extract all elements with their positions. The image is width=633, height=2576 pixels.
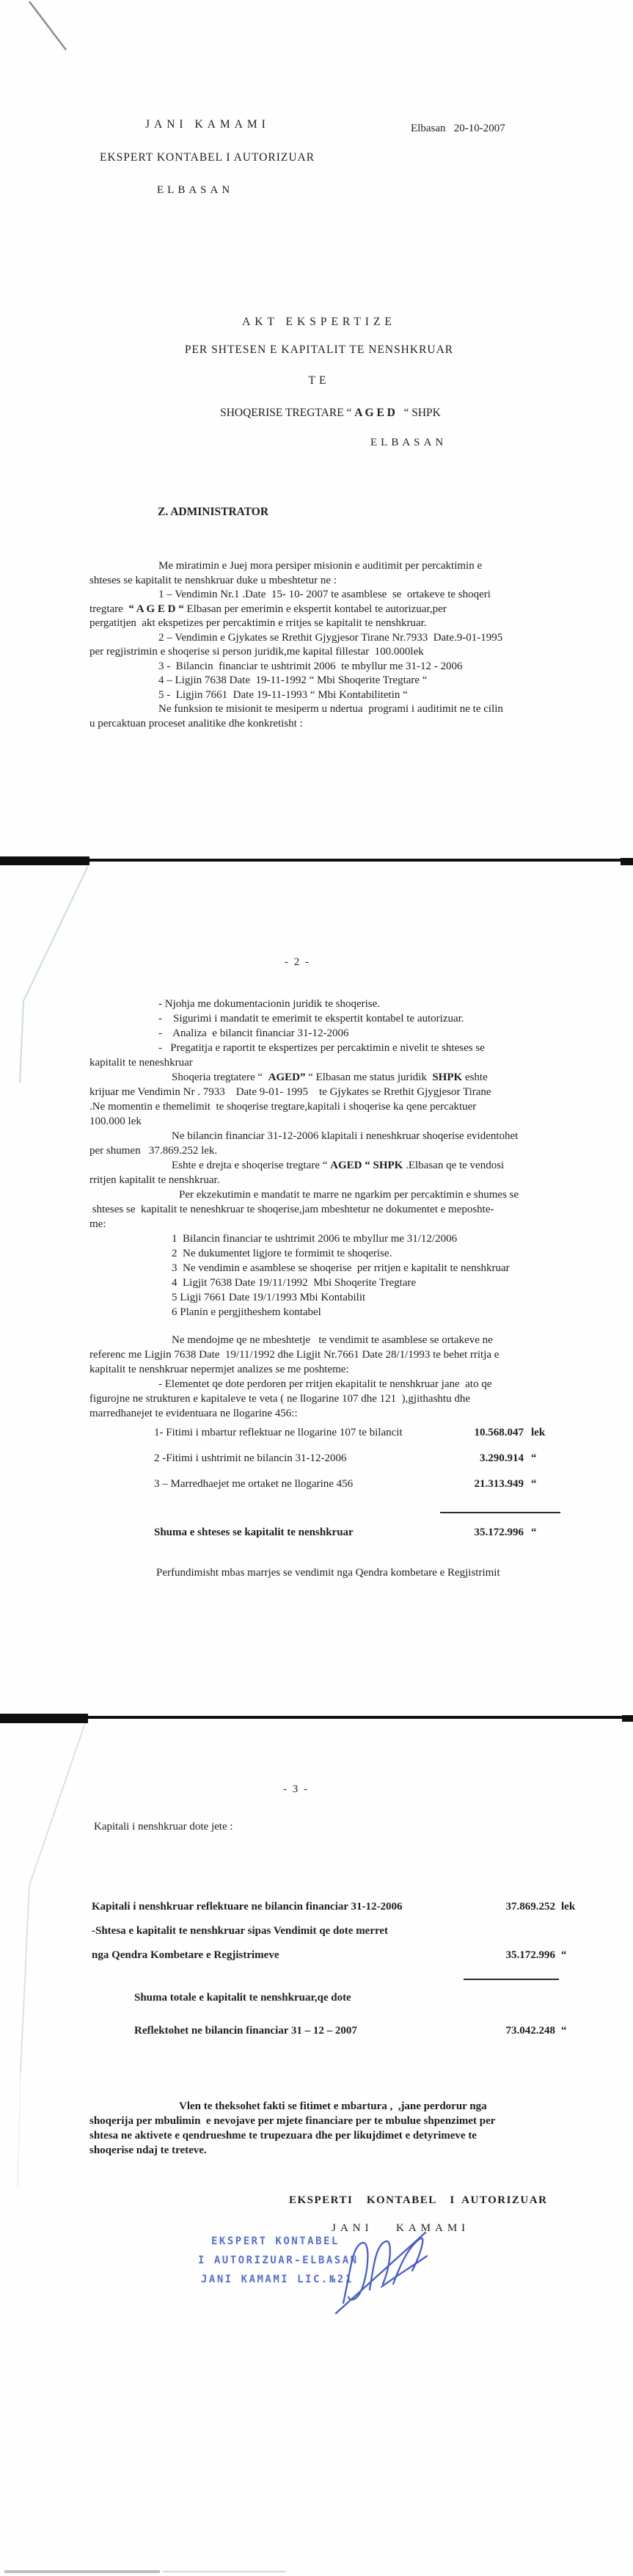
expert-city: ELBASAN [157, 184, 234, 196]
capital-rows-bottom [92, 1992, 614, 2049]
signature-name: JANI KAMAMI [332, 2222, 470, 2234]
text-line: - Njohja me dokumentacionin juridik te shoqerise. [158, 998, 381, 1010]
text-line: tregtare “ A G E D “ Elbasan per emerimin e ekspertit kontabel te autorizuar,per [89, 603, 447, 615]
text-line: Vlen te theksohet fakti se fitimet e mbartura , ,jane perdorur nga [179, 2100, 487, 2112]
amount-row [154, 1478, 579, 1491]
title-line-2: PER SHTESEN E KAPITALIT TE NENSHKRUAR [184, 343, 454, 356]
text-line: me: [89, 1218, 106, 1230]
total-label: Shuma e shteses se kapitalit te nenshkruar [154, 1527, 354, 1538]
text-line: Per ekzekutimin e mandatit te marre ne ngarkim per percaktimin e shumes se [179, 1189, 519, 1201]
text-line: 4 Ligjit 7638 Date 19/11/1992 Mbi Shoqerite Tregtare [172, 1277, 417, 1289]
amount-unit: “ [531, 1478, 537, 1490]
capital-row [92, 1925, 614, 1938]
text-line: shtesa ne aktivete e qendrueshme te trupezuara dhe per likujdimet e detyrimeve te [89, 2130, 477, 2142]
text-line: figurojne ne strukturen e kapitaleve te veta ( ne llogarine 107 dhe 121 ),gjithashtu dhe [89, 1393, 471, 1405]
text-line: Ne funksion te misionit te mesiperm u ndertua programi i auditimit ne te cilin [158, 703, 503, 715]
page-3-number: - 3 - [283, 1783, 309, 1795]
signature-title: EKSPERTI KONTABEL I AUTORIZUAR [289, 2194, 548, 2206]
capital-label: -Shtesa e kapitalit te nenshkruar sipas Vendimit qe dote merret [92, 1925, 389, 1937]
capital-value: 35.172.996 [505, 1949, 555, 1961]
text-line: kapitalit te nenshkruar nepermjet analizes se me poshteme: [89, 1364, 349, 1375]
text-line: 2 Ne dukumentet ligjore te formimit te shoqerise. [172, 1248, 392, 1259]
capital-rows-top [92, 1901, 614, 1973]
capital-label: Kapitali i nenshkruar reflektuare ne bilancin financiar 31-12-2006 [92, 1901, 403, 1913]
text-line: 3 Ne vendimin e asamblese se shoqerise per rritjen e kapitalit te nenshkruar [172, 1262, 510, 1274]
amount-row [154, 1427, 579, 1439]
text-line: 4 – Ligjin 7638 Date 19-11-1992 “ Mbi Shoqerite Tregtare “ [158, 674, 428, 686]
total-row [154, 1527, 579, 1539]
capital-value: 73.042.248 [505, 2025, 555, 2037]
text-line: - Pregatitja e raportit te ekspertizes per percaktimin e nivelit te shteses se [158, 1042, 485, 1054]
text-line: Ne mendojme qe ne mbeshtetje te vendimit te asamblese se ortakeve ne [172, 1334, 493, 1346]
amount-label: 2 -Fitimi i ushtrimit ne bilancin 31-12-2006 [154, 1452, 347, 1464]
bottom-scan-mark [4, 2570, 160, 2573]
page-3 [0, 1720, 633, 2576]
text-line: 100.000 lek [89, 1116, 142, 1127]
text-line: 5 Ligji 7661 Date 19/1/1993 Mbi Kontabilit [172, 1292, 366, 1303]
text-line: per regjistrimin e shoqerise si person juridik,me kapital fillestar 100.000lek [89, 646, 424, 658]
capital-row [92, 1992, 614, 2004]
capital-sum-rule [464, 1979, 559, 1980]
text-line: - Sigurimi i mandatit te emerimit te ekspertit kontabel te autorizuar. [158, 1013, 464, 1025]
text-line: pergatitjen akt ekspetizes per percaktimin e rritjes se kapitalit te nenshkruar. [89, 617, 427, 629]
total-unit: “ [531, 1527, 537, 1538]
page1-body [89, 559, 579, 731]
bottom-scan-mark-2 [163, 2571, 286, 2572]
text-line: Eshte e drejta e shoqerise tregtare “ AGED “ SHPK .Elbasan qe te vendosi [172, 1160, 505, 1171]
text-line: - Analiza e bilancit financiar 31-12-2006 [158, 1027, 349, 1039]
capital-row [92, 1949, 614, 1962]
title-company-post: “ SHPK [395, 407, 441, 419]
capital-value [475, 1925, 555, 1938]
stamp-line-2: I AUTORIZUAR-ELBASAN [198, 2255, 359, 2266]
text-line: Ne bilancin financiar 31-12-2006 klapitali i neneshkruar shoqerise evidentohet [172, 1130, 519, 1142]
text-line: rritjen kapitalit te nenshkruar. [89, 1174, 220, 1186]
title-company-pre: SHOQERISE TREGTARE “ [220, 407, 355, 419]
capital-unit [555, 1992, 561, 2004]
capital-label: Shuma totale e kapitalit te nenshkruar,qe dote [134, 1992, 351, 2004]
text-line: u percaktuan proceset analitike dhe konkretisht : [89, 717, 303, 729]
text-line: referenc me Ligjin 7638 Date 19/11/1992 dhe Ligjit Nr.7661 Date 28/1/1993 te behet rritja e [89, 1349, 500, 1361]
amount-label: 1- Fitimi i mbartur reflektuar ne llogarine 107 te bilancit [154, 1427, 403, 1438]
expert-name: JANI KAMAMI [145, 118, 270, 131]
capital-unit: “ [561, 1949, 567, 1961]
page2-closing: Perfundimisht mbas marrjes se vendimit nga Qendra kombetare e Regjistrimit [156, 1567, 500, 1579]
page-break-1 [0, 859, 633, 862]
capital-label: nga Qendra Kombetare e Regjistrimeve [92, 1949, 279, 1961]
amount-label: 3 – Marredhaejet me ortaket ne llogarine 456 [154, 1478, 354, 1490]
text-line: shoqerija per mbulimin e nevojave per mjete financiare per te mbulue shpenzimet per [89, 2115, 496, 2127]
page3-note [89, 2099, 597, 2158]
text-line: shteses se kapitalit te nenshkruar duke u mbeshtetur ne : [89, 574, 337, 586]
page-break-2 [0, 1716, 633, 1719]
text-line: 5 - Ligjin 7661 Date 19-11-1993 “ Mbi Kontabilitetin “ [158, 688, 408, 701]
capital-value [475, 1992, 555, 2004]
capital-row [92, 1901, 614, 1913]
title-line-5-city: ELBASAN [370, 437, 447, 448]
pen-mark-icon [25, 0, 72, 54]
total-value: 35.172.996 [474, 1527, 524, 1538]
page-2-number: - 2 - [285, 956, 310, 968]
text-line: .Ne momentin e themelimit te shoqerise tregtare,kapitali i shoqerise ka qene percaktuer [89, 1101, 477, 1113]
capital-label: Reflektohet ne bilancin financiar 31 – 12 – 2007 [134, 2025, 357, 2037]
text-line: 6 Planin e pergjitheshem kontabel [172, 1306, 321, 1318]
recipient: Z. ADMINISTRATOR [158, 506, 269, 518]
stamp-line-3: JANI KAMAMI LIC.№21 [201, 2274, 354, 2285]
title-company-name: A G E D [354, 407, 395, 419]
capital-value: 37.869.252 [505, 1901, 555, 1913]
amount-value: 10.568.047 [474, 1427, 524, 1438]
text-line: shteses se kapitalit te neneshkruar te shoqerise,jam mbeshtetur ne dokumentet e meposhte- [89, 1204, 494, 1215]
text-line: Shoqeria tregtatere “ AGED” “ Elbasan me status juridik SHPK eshte [172, 1071, 488, 1083]
date-line: Elbasan 20-10-2007 [411, 123, 505, 134]
amount-value: 21.313.949 [474, 1478, 524, 1490]
capital-row [92, 2025, 614, 2037]
page3-intro: Kapitali i nenshkruar dote jete : [94, 1821, 233, 1833]
text-line: marredhanejet te evidentuara ne llogarine 456:: [89, 1408, 298, 1419]
page-1 [0, 0, 633, 859]
text-line: per shumen 37.869.252 lek. [89, 1145, 218, 1157]
handwritten-signature [330, 2213, 447, 2324]
amount-value: 3.290.914 [480, 1452, 524, 1464]
page2-amount-list [154, 1427, 579, 1504]
text-line: 3 - Bilancin financiar te ushtrimit 2006 te mbyllur me 31-12 - 2006 [158, 660, 463, 672]
expert-title: EKSPERT KONTABEL I AUTORIZUAR [100, 151, 315, 164]
title-line-3: TE [308, 374, 330, 387]
amount-row [154, 1452, 579, 1465]
title-line-1: AKT EKSPERTIZE [242, 316, 396, 328]
capital-unit: lek [561, 1901, 576, 1913]
title-line-4 [55, 393, 583, 433]
text-line: 1 – Vendimin Nr.1 .Date 15- 10- 2007 te asamblese se ortakeve te shoqeri [158, 589, 491, 600]
stamp-line-1: EKSPERT KONTABEL [211, 2235, 340, 2247]
document-title-block [55, 316, 583, 433]
text-line: 1 Bilancin financiar te ushtrimit 2006 te mbyllur me 31/12/2006 [172, 1233, 458, 1245]
text-line: Me miratimin e Juej mora persiper misionin e auditimit per percaktimin e [158, 560, 483, 572]
page-2 [0, 863, 633, 1716]
text-line: - Elementet qe dote perdoren per rritjen ekapitalit te nenshkruar jane ato qe [158, 1378, 492, 1390]
page2-body [89, 997, 582, 1421]
text-line: 2 – Vendimin e Gjykates se Rrethit Gjygjesor Tirane Nr.7933 Date.9-01-1995 [158, 631, 503, 644]
amount-unit: “ [531, 1452, 537, 1464]
capital-unit [555, 1925, 561, 1938]
text-line: krijuar me Vendimin Nr . 7933 Date 9-01- 1995 te Gjykates se Rrethit Gjygjesor Tirane [89, 1086, 491, 1098]
text-line: shoqerise ndaj te treteve. [89, 2144, 207, 2156]
sum-rule [440, 1512, 560, 1513]
text-line: kapitalit te neneshkruar [89, 1057, 193, 1069]
capital-unit: “ [561, 2025, 567, 2037]
amount-unit: lek [531, 1427, 546, 1438]
